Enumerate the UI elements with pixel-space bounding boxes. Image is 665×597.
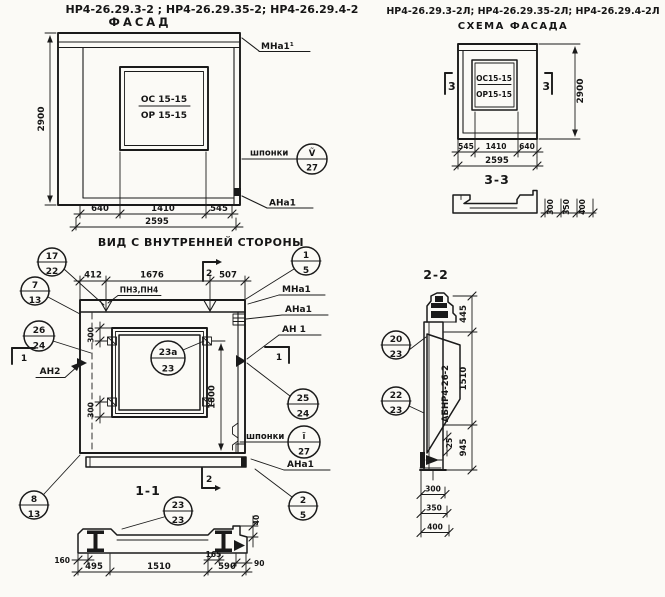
inner-section-flag-1-left	[12, 348, 35, 364]
svg-text:640: 640	[519, 142, 535, 151]
svg-text:5: 5	[299, 511, 307, 521]
svg-text:90: 90	[254, 559, 265, 568]
svg-text:23а: 23а	[158, 348, 178, 358]
section-1-1-callout-23-23	[122, 497, 193, 529]
svg-text:8: 8	[30, 495, 38, 505]
inner-callout-7-13	[20, 277, 80, 314]
section-1-1-title: 1-1	[135, 483, 161, 498]
svg-text:2: 2	[206, 269, 213, 279]
svg-text:2900: 2900	[37, 106, 47, 132]
inner-dim-300-bottom	[87, 396, 113, 423]
section-2-2-callout-22-23	[381, 387, 424, 416]
section-2-2-linework	[420, 293, 460, 470]
svg-text:1510: 1510	[147, 562, 171, 572]
scheme-title: СХЕМА ФАСАДА	[457, 21, 569, 32]
svg-text:1800: 1800	[207, 385, 218, 409]
svg-text:23: 23	[171, 501, 185, 511]
facade-window	[120, 67, 208, 150]
svg-text:23: 23	[171, 516, 185, 526]
svg-text:26: 26	[32, 326, 46, 336]
svg-text:27: 27	[306, 163, 318, 174]
inner-section-flag-2-bottom	[202, 468, 221, 491]
svg-text:5: 5	[302, 266, 310, 276]
section-3-3-profile	[453, 191, 537, 214]
svg-text:445: 445	[459, 305, 469, 323]
svg-text:24: 24	[296, 409, 310, 420]
svg-text:1: 1	[302, 251, 310, 261]
svg-text:АН2: АН2	[39, 367, 61, 377]
inner-view-title: ВИД С ВНУТРЕННЕЙ СТОРОНЫ	[97, 236, 305, 249]
svg-text:2595: 2595	[145, 217, 169, 227]
inner-label-an1	[247, 325, 321, 359]
svg-text:13: 13	[28, 296, 42, 306]
inner-label-ana1-bottom	[251, 459, 330, 470]
section-1-1-dims	[54, 515, 264, 576]
panel-mark-text: АБНР4-26-2	[441, 364, 451, 423]
svg-text:АНа1: АНа1	[269, 198, 296, 209]
inner-label-an2	[36, 362, 81, 378]
svg-text:300: 300	[425, 484, 441, 494]
svg-text:25: 25	[445, 437, 454, 449]
section-2-2-callout-20-23	[381, 331, 426, 360]
svg-text:400: 400	[578, 199, 587, 215]
svg-text:3: 3	[448, 80, 456, 93]
svg-text:20: 20	[389, 335, 403, 345]
facade-anchor-mark	[234, 188, 241, 196]
svg-text:23: 23	[161, 364, 175, 375]
section-1-1-profile	[78, 526, 247, 553]
svg-text:13: 13	[27, 510, 41, 520]
svg-text:24: 24	[32, 341, 46, 352]
svg-text:7: 7	[31, 281, 39, 291]
scheme-section-marker-right	[542, 73, 552, 94]
svg-text:945: 945	[459, 438, 469, 457]
svg-text:545: 545	[210, 204, 228, 214]
facade-dim-height	[37, 33, 56, 205]
svg-text:1510: 1510	[459, 366, 469, 391]
facade-dims-bottom	[70, 152, 243, 231]
header-codes-left: НР4-26.29.3-2 ; НР4-26.29.35-2; НР4-26.29.4-2	[65, 3, 359, 16]
section-2-2-dims-bottom	[417, 470, 453, 537]
svg-text:АН 1: АН 1	[282, 325, 306, 335]
svg-text:МНа1¹: МНа1¹	[261, 42, 294, 52]
svg-text:22: 22	[45, 267, 59, 277]
svg-text:1410: 1410	[485, 142, 507, 151]
inner-callout-8-13	[19, 455, 80, 520]
header-codes-right: НР4-26.29.3-2Л; НР4-26.29.35-2Л; НР4-26.29.4-2Л	[386, 6, 660, 17]
svg-text:1: 1	[275, 353, 283, 363]
facade-label-ana1	[242, 196, 313, 209]
scheme-window-mark-top: ОС15-15	[476, 74, 512, 83]
svg-text:545: 545	[458, 142, 474, 151]
inner-dim-300-top	[87, 322, 113, 347]
inner-label-ana1-top	[246, 305, 328, 319]
svg-text:шпонки: шпонки	[246, 432, 285, 442]
svg-text:ПН3,ПН4: ПН3,ПН4	[119, 285, 159, 295]
svg-text:27: 27	[298, 447, 310, 458]
svg-text:400: 400	[427, 522, 443, 532]
svg-text:2: 2	[299, 496, 307, 506]
svg-text:350: 350	[426, 503, 442, 513]
svg-text:495: 495	[85, 562, 103, 572]
facade-callout-keyway	[242, 144, 327, 174]
svg-text:ĩ: ĩ	[302, 432, 306, 442]
svg-text:АНа1: АНа1	[287, 460, 314, 470]
inner-dim-1800	[208, 341, 226, 450]
facade-title: ФАСАД	[108, 15, 172, 29]
svg-text:Ṽ: Ṽ	[308, 149, 316, 159]
svg-text:23: 23	[389, 406, 403, 416]
scheme-dims-bottom	[452, 112, 543, 170]
svg-text:АНа1: АНа1	[285, 305, 312, 315]
svg-text:шпонки: шпонки	[250, 148, 289, 159]
inner-callout-23a-23	[151, 341, 204, 375]
svg-text:412: 412	[84, 270, 102, 281]
svg-text:3: 3	[542, 80, 550, 93]
svg-text:40: 40	[252, 514, 261, 526]
svg-text:2595: 2595	[485, 156, 509, 166]
inner-callout-keyway	[240, 426, 320, 458]
inner-label-mna1	[248, 285, 325, 304]
scheme-window-mark-bottom: ОР15-15	[476, 90, 512, 99]
section-3-3-profile-dims	[541, 199, 597, 217]
facade-window-mark-bottom: ОР 15-15	[140, 111, 188, 121]
svg-text:1676: 1676	[140, 270, 164, 281]
svg-text:640: 640	[91, 204, 109, 214]
svg-text:300: 300	[546, 199, 555, 215]
inner-section-flag-1-right	[265, 347, 289, 363]
facade-label-mna1	[242, 38, 310, 52]
section-2-2-title: 2-2	[423, 267, 449, 282]
inner-sill	[86, 457, 246, 467]
facade-window-mark-top: ОС 15-15	[140, 95, 188, 105]
svg-text:1: 1	[20, 354, 28, 364]
svg-text:350: 350	[562, 199, 571, 215]
inner-dims-top	[74, 271, 251, 300]
scheme-section-marker-left	[445, 73, 456, 94]
svg-text:300: 300	[86, 402, 96, 418]
inner-callout-2-5	[255, 469, 318, 521]
svg-text:590: 590	[218, 562, 236, 572]
inner-callout-25-24	[247, 363, 319, 420]
svg-text:2900: 2900	[576, 78, 586, 104]
svg-text:160: 160	[54, 556, 70, 565]
svg-text:17: 17	[45, 252, 59, 262]
svg-text:МНа1: МНа1	[282, 285, 311, 295]
svg-text:507: 507	[219, 270, 237, 281]
svg-text:23: 23	[389, 350, 403, 360]
svg-text:22: 22	[389, 391, 403, 401]
svg-text:2: 2	[206, 475, 213, 485]
section-3-3-title: 3-3	[484, 172, 510, 187]
svg-text:300: 300	[86, 327, 96, 343]
svg-text:165: 165	[205, 550, 222, 559]
svg-text:1410: 1410	[151, 204, 175, 214]
svg-text:25: 25	[296, 394, 310, 404]
